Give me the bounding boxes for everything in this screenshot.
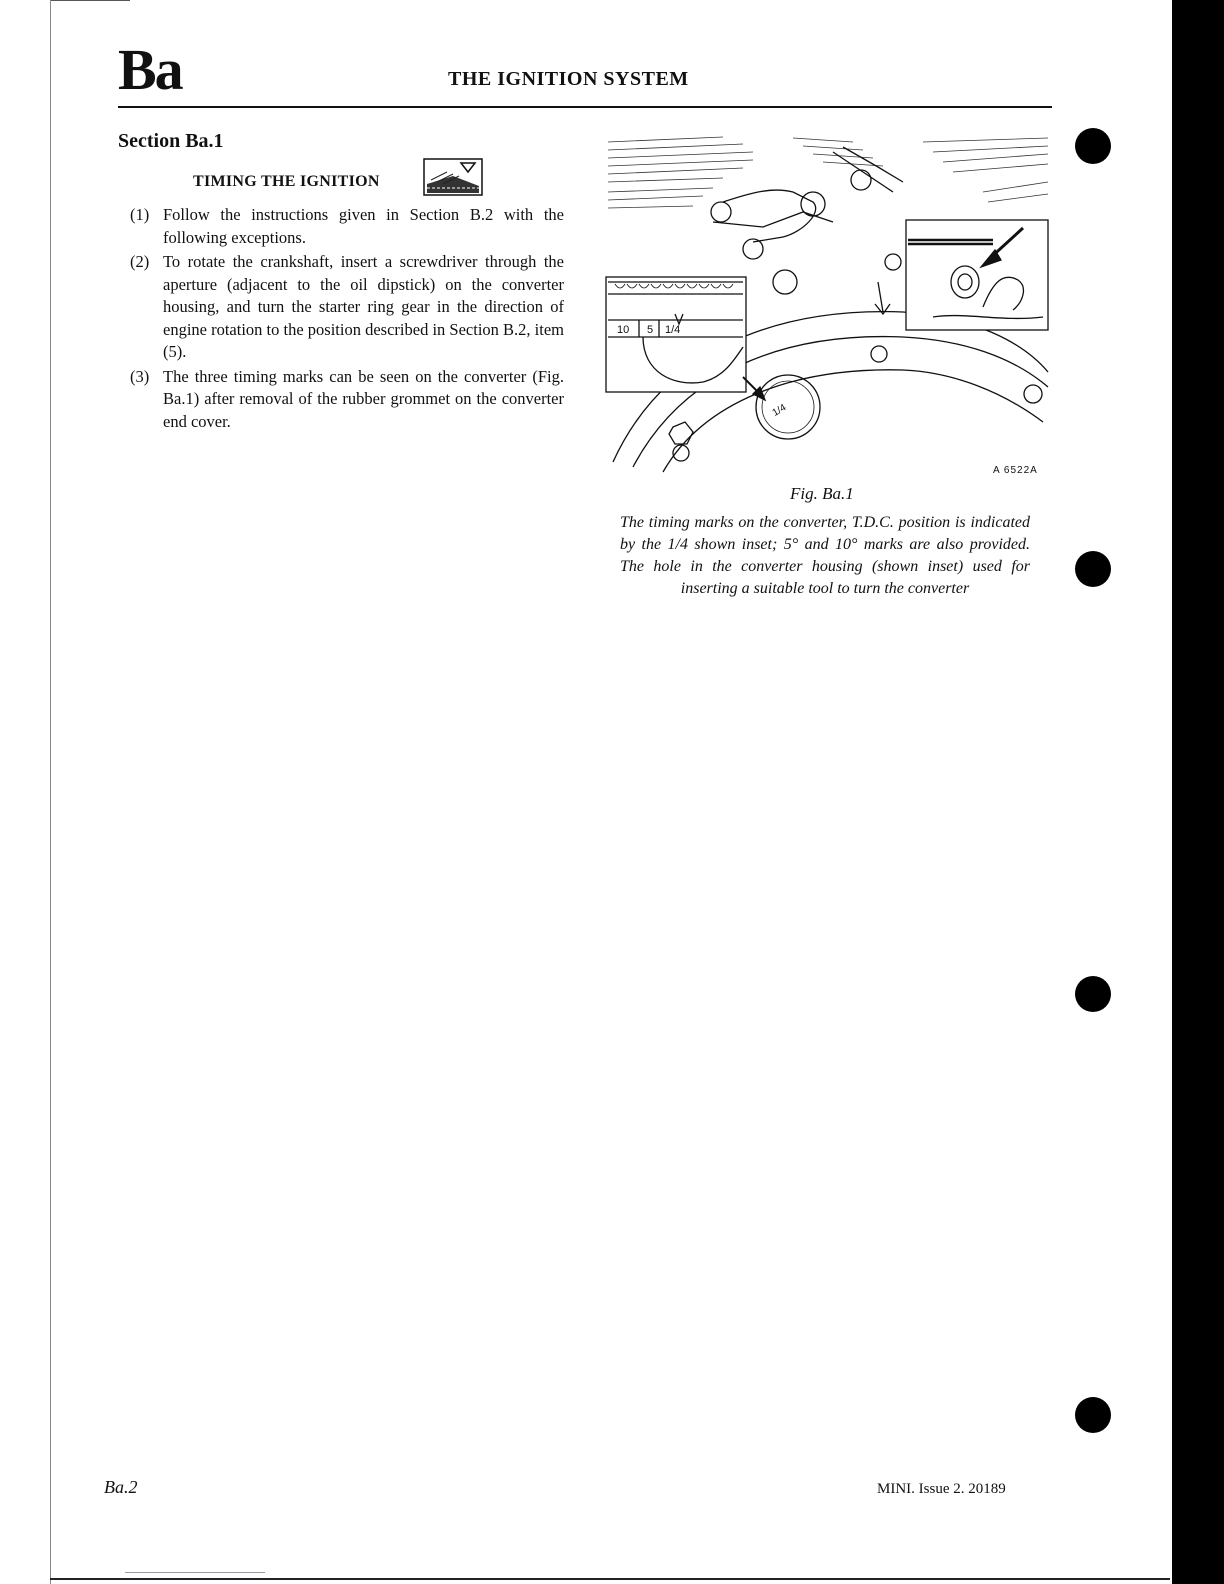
binder-hole	[1075, 976, 1111, 1012]
inset-mark-10: 10	[617, 324, 630, 336]
step-item	[130, 204, 564, 249]
scan-left-rule	[50, 0, 51, 1584]
scan-edge-bar	[1172, 0, 1224, 1584]
page-number: Ba.2	[104, 1477, 138, 1497]
step-number: (2)	[130, 252, 150, 271]
instruction-steps	[130, 204, 564, 435]
inset-mark-5: 5	[647, 324, 654, 336]
sub-heading: TIMING THE IGNITION	[193, 173, 380, 190]
step-text: Follow the instructions given in Section B.2 with the following exceptions.	[163, 205, 564, 247]
binder-hole	[1075, 1397, 1111, 1433]
step-item	[130, 251, 564, 364]
step-item	[130, 366, 564, 434]
section-code: Ba	[118, 37, 182, 102]
scan-bottom-rule	[50, 1578, 1170, 1580]
scan-top-rule	[50, 0, 130, 1]
figure-caption: The timing marks on the converter, T.D.C. position is indicated by the 1/4 shown inset; 5° and 10° marks are also provided. The hole in the converter housing (shown inset) used for inserting a suitable tool to turn the converter	[620, 514, 1030, 597]
svg-text:1/4: 1/4	[770, 402, 789, 419]
section-heading: Section Ba.1	[118, 130, 224, 152]
step-number: (1)	[130, 205, 150, 224]
inset-mark-quarter: 1/4	[665, 324, 681, 336]
step-text: To rotate the crankshaft, insert a screwdriver through the aperture (adjacent to the oil dipstick) on the converter housing, and turn the starter ring gear in the direction of engine rotation to the position described in Section B.2, item (5).	[163, 252, 564, 361]
page-title: THE IGNITION SYSTEM	[448, 68, 689, 90]
binder-hole	[1075, 128, 1111, 164]
converter-illustration	[603, 132, 1051, 480]
header-divider	[118, 106, 1052, 108]
step-text: The three timing marks can be seen on the converter (Fig. Ba.1) after removal of the rubber grommet on the converter end cover.	[163, 366, 564, 431]
tool-symbol-icon	[423, 158, 483, 196]
step-number: (3)	[130, 366, 150, 386]
scan-bottom-rule-short	[125, 1572, 265, 1573]
issue-info: MINI. Issue 2. 20189	[877, 1481, 1006, 1497]
drawing-code: A 6522A	[993, 465, 1038, 476]
figure-label: Fig. Ba.1	[790, 484, 854, 503]
binder-hole	[1075, 551, 1111, 587]
